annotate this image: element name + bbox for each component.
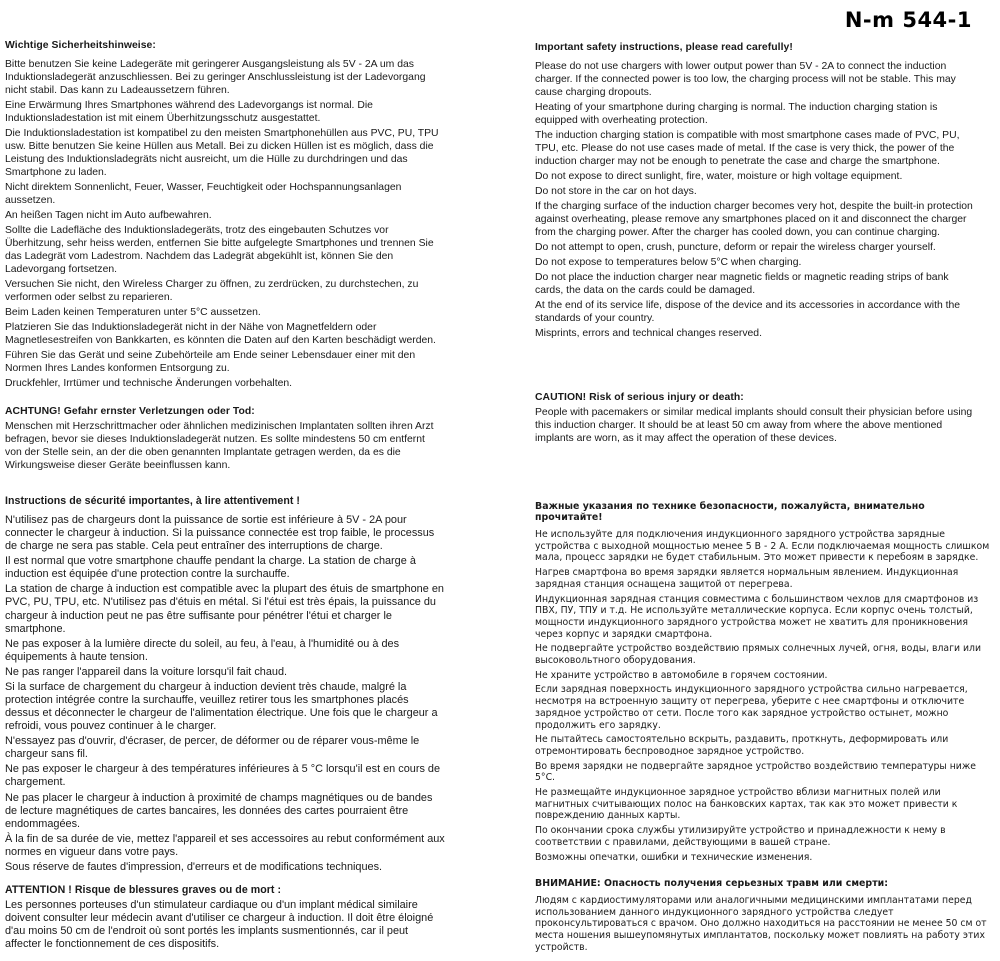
german-paragraph: Druckfehler, Irrtümer und technische Änderungen vorbehalten. [5,378,293,389]
german-paragraph: Platzieren Sie das Induktionsladegerät nicht in der Nähe von Magnetfeldern oder Magnetlesestreifen von Bankkarten, es könnten die Daten auf den Karten beschädigt werden. [5,322,436,346]
english-paragraph: At the end of its service life, dispose of the device and its accessories in accordance with the standards of your country. [535,300,961,324]
english-paragraph: Do not store in the car on hot days. [535,186,697,197]
russian-paragraph: По окончании срока службы утилизируйте устройство и принадлежности к нему в соответствии с правилами, действующими в вашей стране. [535,825,946,848]
french-paragraph: Ne pas ranger l'appareil dans la voiture lorsqu'il fait chaud. [5,665,288,678]
english-paragraph: Misprints, errors and technical changes reserved. [535,328,762,339]
english-paragraph: Do not expose to temperatures below 5°C when charging. [535,257,802,268]
german-paragraph: Die Induktionsladestation ist kompatibel zu den meisten Smartphonehüllen aus PVC, PU, TPU usw. Bitte benutzen Sie keine Hüllen aus Metall. Bei zu dicken Hüllen ist es möglich, dass die Leistung des Induktionsladegräts nicht ausreicht, um die Hülle zu durchdringen und das Smartphone zu laden. [5,128,439,178]
russian-paragraph: Не подвергайте устройство воздействию прямых солнечных лучей, огня, воды, влаги или высоковольтного оборудования. [535,643,982,667]
russian-paragraph: Возможны опечатки, ошибки и технические изменения. [535,851,813,863]
german-paragraph: Bitte benutzen Sie keine Ladegeräte mit geringerer Ausgangsleistung als 5V - 2A um das Induktionsladegerät anzuschliessen. Bei zu geringer Anschlussleistung ist der Ladevorgang nicht stabil. Das kann zu Ladeaussetzern führen. [5,59,426,96]
english-warning-text: People with pacemakers or similar medical implants should consult their physician before using this induction charger. It should be at least 50 cm away from where the above mentioned implants are worn, as it may affect the operation of these devices. [535,407,973,444]
russian-warning-title: ВНИМАНИЕ: Опасность получения серьезных травм или смерти: [535,878,889,889]
english-paragraph: Do not place the induction charger near magnetic fields or magnetic reading strips of bank cards, the data on the cards could be damaged. [535,272,949,296]
russian-safety-title: Важные указания по технике безопасности, пожалуйста, внимательно прочитайте! [535,501,925,523]
french-paragraph: La station de charge à induction est compatible avec la plupart des étuis de smartphone en PVC, PU, TPU, etc. N'utilisez pas d'étuis en métal. Si l'étui est très épais, la puissance du chargeur à induction peut ne pas être suffisante pour pénétrer l'étui et charger le smartphone. [5,583,444,635]
russian-paragraph: Не пытайтесь самостоятельно вскрыть, раздавить, проткнуть, деформировать или отремонтировать беспроводное зарядное устройство. [535,734,949,757]
french-paragraph: Ne pas exposer à la lumière directe du soleil, au feu, à l'eau, à l'humidité ou à des équipements à haute tension. [5,637,400,663]
german-paragraph: Führen Sie das Gerät und seine Zubehörteile am Ende seiner Lebensdauer einer mit den Normen Ihres Landes konformen Entsorgung zu. [5,350,416,374]
russian-paragraph: Не размещайте индукционное зарядное устройство вблизи магнитных полей или магнитных считывающих полос на банковских картах, так как это может привести к повреждению данных карты. [535,787,958,822]
french-paragraph: Ne pas exposer le chargeur à des températures inférieures à 5 °C lorsqu'il est en cours de chargement. [5,763,441,789]
french-paragraph: Si la surface de chargement du chargeur à induction devient très chaude, malgré la protection intégrée contre la surchauffe, veuillez retirer tous les smartphones placés dessus et déconnecter le chargeur de l'alimentation électrique. Une fois que le chargeur a refroidi, vous pouvez continuer à le charger. [5,680,438,733]
english-paragraph: Please do not use chargers with lower output power than 5V - 2A to connect the induction charger. If the connected power is too low, the charging process will not be stable. This may cause charging dropouts. [535,61,956,98]
german-warning-text: Menschen mit Herzschrittmacher oder ähnlichen medizinischen Implantaten sollten ihren Arzt befragen, bevor sie dieses Induktionsladegerät nutzen. Es sollte mindestens 50 cm entfernt von der Stelle sein, an der die oben genannten Implantate getragen werden, da es die Wirkungsweise dieser Geräte beeinflussen kann. [5,421,434,471]
russian-warning-section [535,878,995,957]
french-safety-section [5,495,445,876]
french-warning-section [5,884,445,953]
russian-paragraph: Нагрев смартфона во время зарядки является нормальным явлением. Индукционная зарядная станция оснащена защитой от перегрева. [535,567,959,590]
french-paragraph: Sous réserve de fautes d'impression, d'erreurs et de modifications techniques. [5,860,383,873]
german-safety-title: Wichtige Sicherheitshinweise: [5,40,156,51]
german-warning-title: ACHTUNG! Gefahr ernster Verletzungen oder Tod: [5,406,255,417]
french-warning-title: ATTENTION ! Risque de blessures graves ou de mort : [5,884,282,896]
russian-paragraph: Если зарядная поверхность индукционного зарядного устройства сильно нагревается, несмотря на встроенную защиту от перегрева, уберите с нее смартфоны и отключите зарядное устройство от сети. После того как зарядное устройство остынет, можно продолжить его зарядку. [535,684,968,731]
russian-paragraph: Во время зарядки не подвергайте зарядное устройство воздействию температуры ниже 5°C. [535,760,976,784]
french-paragraph: Il est normal que votre smartphone chauffe pendant la charge. La station de charge à induction est équipée d'une protection contre la surchauffe. [5,555,416,581]
english-warning-section [535,392,975,447]
russian-paragraph: Не используйте для подключения индукционного зарядного устройства зарядные устройства с выходной мощностью менее 5 В - 2 А. Если подключаемая мощность слишком мала, процесс зарядки не будет стабильным. Это может привести к перебоям в зарядке. [535,529,990,564]
english-safety-title: Important safety instructions, please read carefully! [535,42,793,53]
english-paragraph: Do not expose to direct sunlight, fire, water, moisture or high voltage equipment. [535,171,903,182]
document-id: N-m 544-1 [844,8,972,32]
german-safety-section [5,40,440,392]
german-paragraph: Beim Laden keinen Temperaturen unter 5°C aussetzen. [5,307,261,318]
french-warning-text: Les personnes porteuses d'un stimulateur cardiaque ou d'un implant médical similaire doivent consulter leur médecin avant d'utiliser ce chargeur à induction. Il doit être éloigné d'au moins 50 cm de l'endroit où sont portés les implants susmentionnés, car il peut affecter le fonctionnement de ces dispositifs. [5,899,434,951]
german-paragraph: Eine Erwärmung Ihres Smartphones während des Ladevorgangs ist normal. Die Induktionsladestation ist mit einem Überhitzungsschutz ausgestattet. [5,100,373,124]
russian-paragraph: Не храните устройство в автомобиле в горячем состоянии. [535,669,828,681]
german-paragraph: Versuchen Sie nicht, den Wireless Charger zu öffnen, zu zerdrücken, zu durchstechen, zu verformen oder selbst zu reparieren. [5,279,419,303]
french-paragraph: Ne pas placer le chargeur à induction à proximité de champs magnétiques ou de bandes de lecture magnétiques de cartes bancaires, les données des cartes pourraient être endommagées. [5,791,433,830]
russian-paragraph: Индукционная зарядная станция совместима с большинством чехлов для смартфонов из ПВХ, ПУ, ТПУ и т.д. Не используйте металлические корпуса. Если корпус очень толстый, мощности индукционного зарядного устройства может не хватить для проникновения через корпус и зарядки смартфона. [535,593,979,640]
english-paragraph: Heating of your smartphone during charging is normal. The induction charging station is equipped with overheating protection. [535,102,938,126]
english-warning-title: CAUTION! Risk of serious injury or death: [535,392,744,403]
russian-warning-text: Людям с кардиостимуляторами или аналогичными медицинскими имплантатами перед использованием данного индукционного зарядного устройства следует проконсультироваться с врачом. Оно должно находиться на расстоянии не менее 50 см от места ношения вышеупомянутых имплантатов, поскольку может повлиять на работу этих устройств. [535,895,987,953]
english-paragraph: Do not attempt to open, crush, puncture, deform or repair the wireless charger yourself. [535,242,936,253]
russian-safety-section [535,501,995,866]
french-paragraph: À la fin de sa durée de vie, mettez l'appareil et ses accessoires au rebut conformément aux normes en vigueur dans votre pays. [5,832,445,858]
german-paragraph: An heißen Tagen nicht im Auto aufbewahren. [5,210,212,221]
french-paragraph: N'utilisez pas de chargeurs dont la puissance de sortie est inférieure à 5V - 2A pour connecter le chargeur à induction. Si la puissance connectée est trop faible, le processus de charge ne sera pas stable. Cela peut entraîner des interruptions de charge. [5,514,435,553]
german-paragraph: Sollte die Ladefläche des Induktionsladegeräts, trotz des eingebauten Schutzes vor Überhitzung, sehr heiss werden, entfernen Sie bitte aufgelegte Smartphones und trennen Sie das Ladegrät vom Ladestrom. Nachdem das Ladegrät abgekühlt ist, können Sie den Ladevorgang fortsetzen. [5,225,434,275]
german-paragraph: Nicht direktem Sonnenlicht, Feuer, Wasser, Feuchtigkeit oder Hochspannungsanlagen aussetzen. [5,182,402,206]
german-warning-section [5,406,440,474]
french-safety-title: Instructions de sécurité importantes, à lire attentivement ! [5,495,300,507]
english-paragraph: The induction charging station is compatible with most smartphone cases made of PVC, PU, TPU, etc. Please do not use cases made of metal. If the case is very thick, the power of the induction charger may not be enough to penetrate the case and charge the smartphone. [535,130,960,167]
english-safety-section [535,42,975,342]
english-paragraph: If the charging surface of the induction charger becomes very hot, despite the built-in protection against overheating, please remove any smartphones placed on it and disconnect the charger from the charging power. After the charger has cooled down, you can continue charging. [535,201,973,238]
french-paragraph: N'essayez pas d'ouvrir, d'écraser, de percer, de déformer ou de réparer vous-même le chargeur sans fil. [5,735,420,761]
